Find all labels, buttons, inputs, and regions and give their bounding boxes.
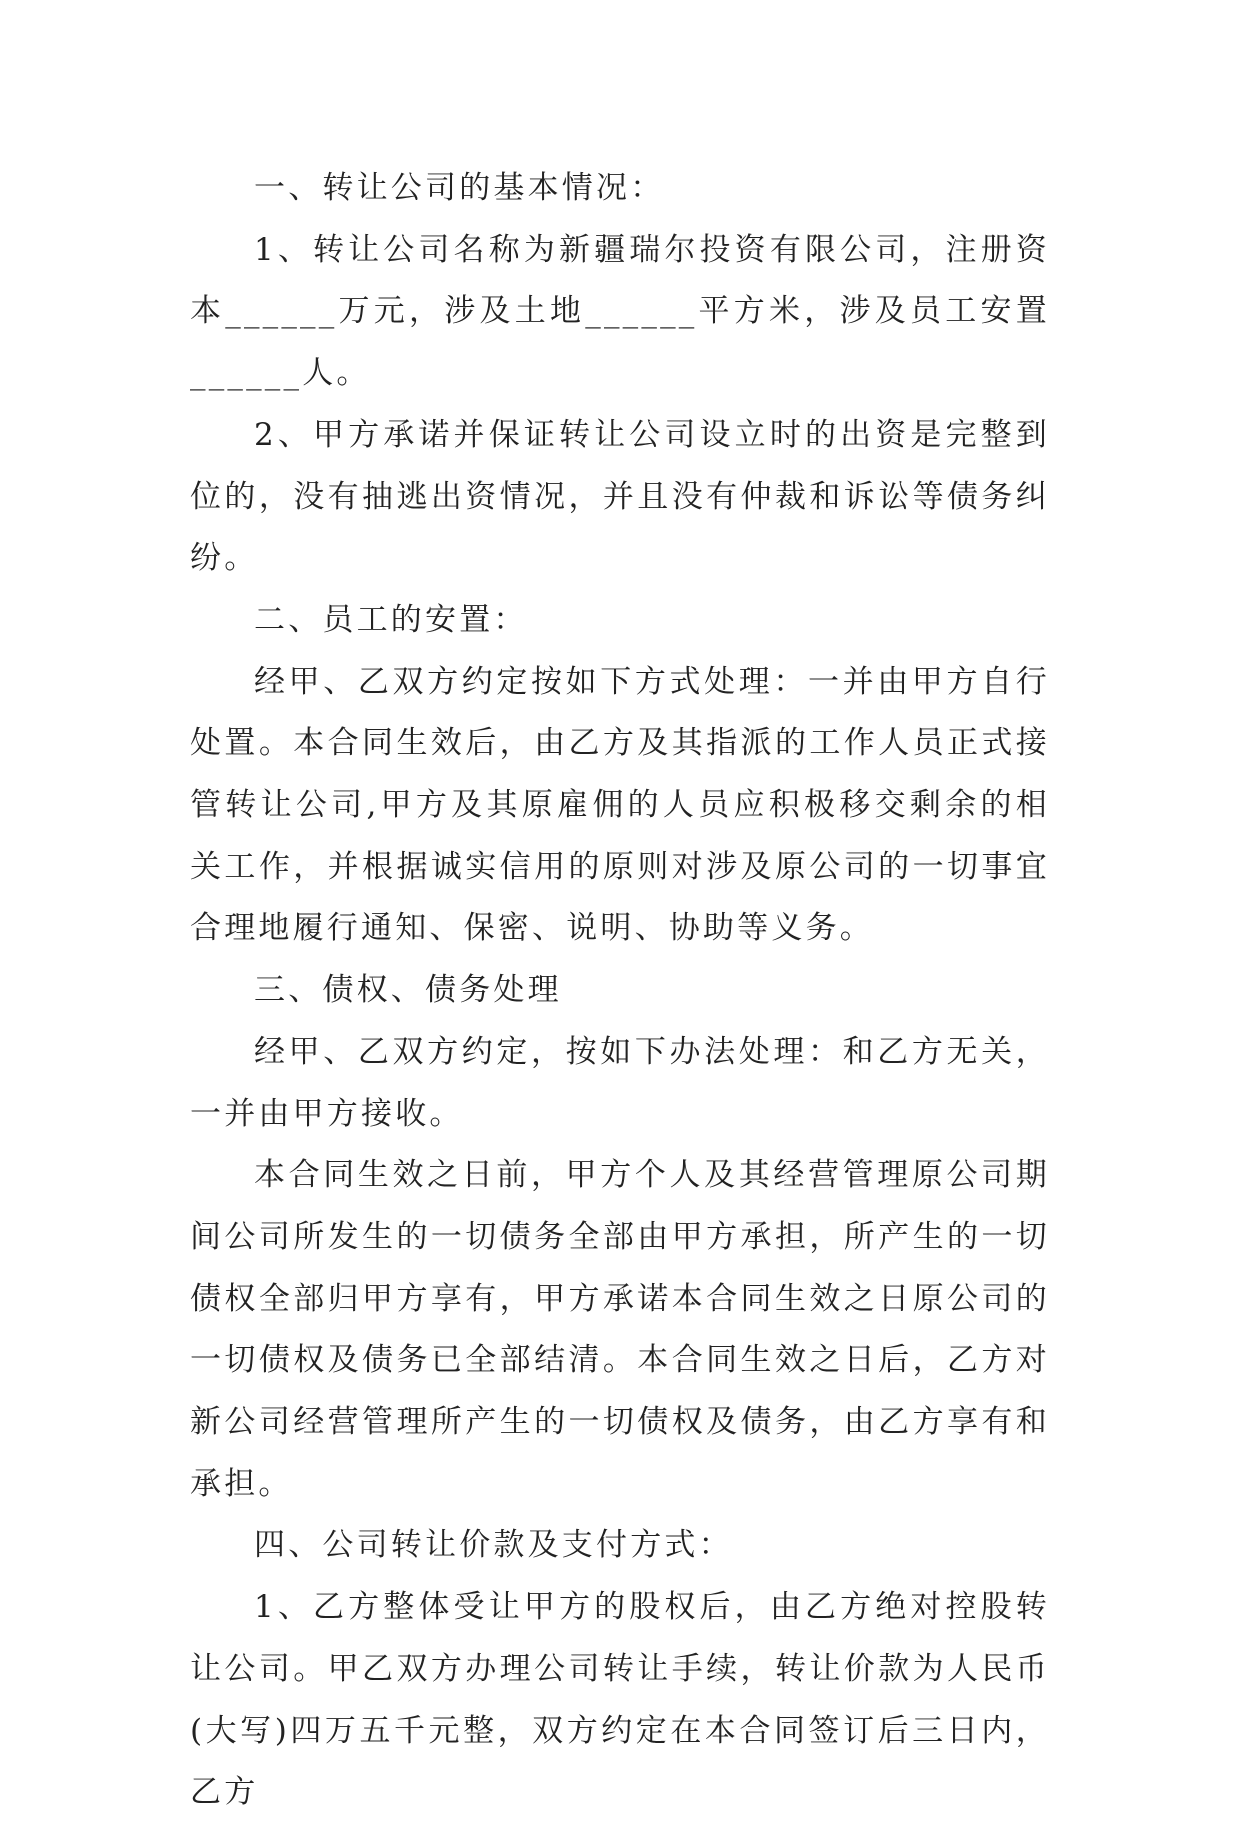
section-heading-debts: 三、债权、债务处理	[254, 972, 562, 1009]
paragraph-employee-arrangement: 经甲、乙双方约定按如下方式处理：一并由甲方自行处置。本合同生效后，由乙方及其指派的工作人员正式接管转让公司,甲方及其原雇佣的人员应积极移交剩余的相关工作，并根据诚实信用的原则对涉及原公司的一切事宜合理地履行通知、保密、说明、协助等义务。	[190, 663, 1050, 947]
paragraph-capital-guarantee: 2、甲方承诺并保证转让公司设立时的出资是完整到位的，没有抽逃出资情况，并且没有仲裁和诉讼等债务纠纷。	[190, 416, 1050, 577]
paragraph-debt-agreement: 经甲、乙双方约定，按如下办法处理：和乙方无关，一并由甲方接收。	[190, 1033, 1050, 1132]
paragraph-debt-details: 本合同生效之日前，甲方个人及其经营管理原公司期间公司所发生的一切债务全部由甲方承担，所产生的一切债权全部归甲方享有，甲方承诺本合同生效之日原公司的一切债权及债务已全部结清。本合同生效之日后，乙方对新公司经营管理所产生的一切债权及债务，由乙方享有和承担。	[190, 1157, 1050, 1502]
paragraph-company-name: 1、转让公司名称为新疆瑞尔投资有限公司，注册资本______万元，涉及土地______平方米，涉及员工安置______人。	[190, 231, 1050, 392]
paragraph-transfer-price: 1、乙方整体受让甲方的股权后，由乙方绝对控股转让公司。甲乙双方办理公司转让手续，转让价款为人民币(大写)四万五千元整，双方约定在本合同签订后三日内，乙方	[190, 1589, 1050, 1811]
section-heading-payment: 四、公司转让价款及支付方式：	[254, 1527, 733, 1564]
section-heading-basic-info: 一、转让公司的基本情况：	[254, 170, 665, 206]
document-body	[190, 158, 1050, 1824]
section-heading-employees: 二、员工的安置：	[254, 601, 528, 638]
